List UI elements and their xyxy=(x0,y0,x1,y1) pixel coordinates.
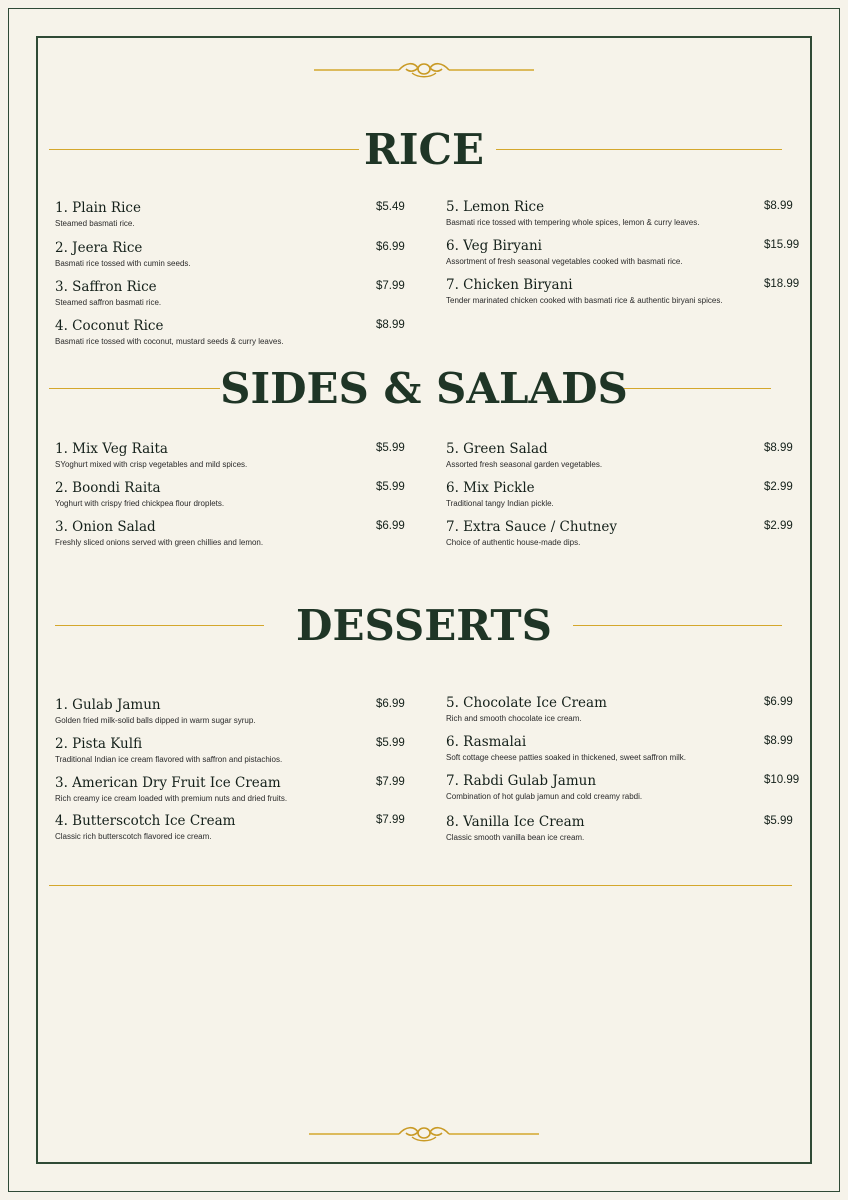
item-price: $7.99 xyxy=(376,280,405,292)
item-name: 1. Gulab Jamun xyxy=(55,697,161,713)
item-description: Golden fried milk-solid balls dipped in warm sugar syrup. xyxy=(55,716,256,725)
menu-item xyxy=(446,441,796,471)
menu-item xyxy=(446,519,796,549)
item-description: Soft cottage cheese patties soaked in thickened, sweet saffron milk. xyxy=(446,753,686,762)
item-price: $6.99 xyxy=(376,698,405,710)
item-price: $10.99 xyxy=(764,774,800,786)
item-price: $8.99 xyxy=(376,319,405,331)
menu-item xyxy=(55,519,405,549)
item-description: Yoghurt with crispy fried chickpea flour droplets. xyxy=(55,499,225,508)
item-price: $18.99 xyxy=(764,278,800,290)
item-description: Rich creamy ice cream loaded with premium nuts and dried fruits. xyxy=(55,794,288,803)
item-price: $5.99 xyxy=(376,481,405,493)
menu-item xyxy=(446,238,800,268)
item-name: 5. Chocolate Ice Cream xyxy=(446,695,607,711)
item-name: 3. American Dry Fruit Ice Cream xyxy=(55,775,281,791)
section-title: DESSERTS xyxy=(296,601,552,650)
bottom-divider-line xyxy=(49,885,792,886)
item-description: Steamed basmati rice. xyxy=(55,219,135,228)
item-price: $6.99 xyxy=(376,241,405,253)
menu-item xyxy=(55,480,405,510)
menu-item xyxy=(55,441,405,471)
item-name: 2. Boondi Raita xyxy=(55,480,161,496)
section-header-desserts xyxy=(0,596,848,656)
menu-item xyxy=(55,813,405,843)
item-description: Tender marinated chicken cooked with basmati rice & authentic biryani spices. xyxy=(446,296,723,305)
item-name: 6. Veg Biryani xyxy=(446,238,542,254)
item-name: 7. Chicken Biryani xyxy=(446,277,573,293)
item-name: 6. Rasmalai xyxy=(446,734,527,750)
menu-item xyxy=(55,697,405,727)
item-name: 4. Butterscotch Ice Cream xyxy=(55,813,236,829)
item-description: Freshly sliced onions served with green chillies and lemon. xyxy=(55,538,264,547)
item-description: Choice of authentic house-made dips. xyxy=(446,538,581,547)
menu-item xyxy=(446,277,800,307)
item-price: $7.99 xyxy=(376,814,405,826)
item-name: 3. Onion Salad xyxy=(55,519,156,535)
item-description: Basmati rice tossed with coconut, mustard seeds & curry leaves. xyxy=(55,337,284,346)
item-description: Combination of hot gulab jamun and cold creamy rabdi. xyxy=(446,792,643,801)
item-price: $6.99 xyxy=(764,696,793,708)
item-price: $8.99 xyxy=(764,735,793,747)
item-price: $8.99 xyxy=(764,442,793,454)
item-name: 5. Lemon Rice xyxy=(446,199,545,215)
item-price: $5.49 xyxy=(376,201,405,213)
section-header-sides-salads xyxy=(0,359,848,419)
item-price: $5.99 xyxy=(376,442,405,454)
item-description: Classic smooth vanilla bean ice cream. xyxy=(446,833,585,842)
item-price: $8.99 xyxy=(764,200,793,212)
item-price: $2.99 xyxy=(764,520,793,532)
item-description: Steamed saffron basmati rice. xyxy=(55,298,162,307)
item-price: $5.99 xyxy=(376,737,405,749)
item-name: 7. Extra Sauce / Chutney xyxy=(446,519,617,535)
item-description: Assorted fresh seasonal garden vegetables. xyxy=(446,460,603,469)
flourish-ornament-icon xyxy=(0,60,848,80)
item-price: $2.99 xyxy=(764,481,793,493)
item-description: Classic rich butterscotch flavored ice cream. xyxy=(55,832,212,841)
menu-item xyxy=(446,480,796,510)
item-description: Traditional Indian ice cream flavored with saffron and pistachios. xyxy=(55,755,283,764)
menu-item xyxy=(55,775,405,805)
menu-item xyxy=(446,734,796,764)
item-name: 3. Saffron Rice xyxy=(55,279,157,295)
item-name: 1. Plain Rice xyxy=(55,200,141,216)
flourish-ornament-icon xyxy=(0,1124,848,1144)
menu-item xyxy=(446,773,800,803)
item-description: Traditional tangy Indian pickle. xyxy=(446,499,554,508)
menu-item xyxy=(446,695,796,725)
item-description: Basmati rice tossed with cumin seeds. xyxy=(55,259,191,268)
item-name: 1. Mix Veg Raita xyxy=(55,441,168,457)
item-name: 2. Pista Kulfi xyxy=(55,736,143,752)
menu-item xyxy=(55,200,405,230)
menu-item xyxy=(55,279,405,309)
item-description: Assortment of fresh seasonal vegetables cooked with basmati rice. xyxy=(446,257,683,266)
menu-item xyxy=(55,318,405,348)
item-name: 8. Vanilla Ice Cream xyxy=(446,814,585,830)
item-name: 7. Rabdi Gulab Jamun xyxy=(446,773,597,789)
item-description: Rich and smooth chocolate ice cream. xyxy=(446,714,582,723)
item-name: 2. Jeera Rice xyxy=(55,240,143,256)
item-description: Basmati rice tossed with tempering whole spices, lemon & curry leaves. xyxy=(446,218,700,227)
section-header-rice xyxy=(0,120,848,180)
menu-item xyxy=(446,199,796,229)
menu-item xyxy=(446,814,796,844)
section-title: SIDES & SALADS xyxy=(220,364,628,413)
item-price: $7.99 xyxy=(376,776,405,788)
menu-item xyxy=(55,240,405,270)
item-name: 5. Green Salad xyxy=(446,441,548,457)
section-title: RICE xyxy=(364,125,484,174)
item-price: $15.99 xyxy=(764,239,800,251)
item-description: SYoghurt mixed with crisp vegetables and mild spices. xyxy=(55,460,248,469)
item-price: $5.99 xyxy=(764,815,793,827)
item-price: $6.99 xyxy=(376,520,405,532)
menu-item xyxy=(55,736,405,766)
item-name: 4. Coconut Rice xyxy=(55,318,164,334)
item-name: 6. Mix Pickle xyxy=(446,480,535,496)
